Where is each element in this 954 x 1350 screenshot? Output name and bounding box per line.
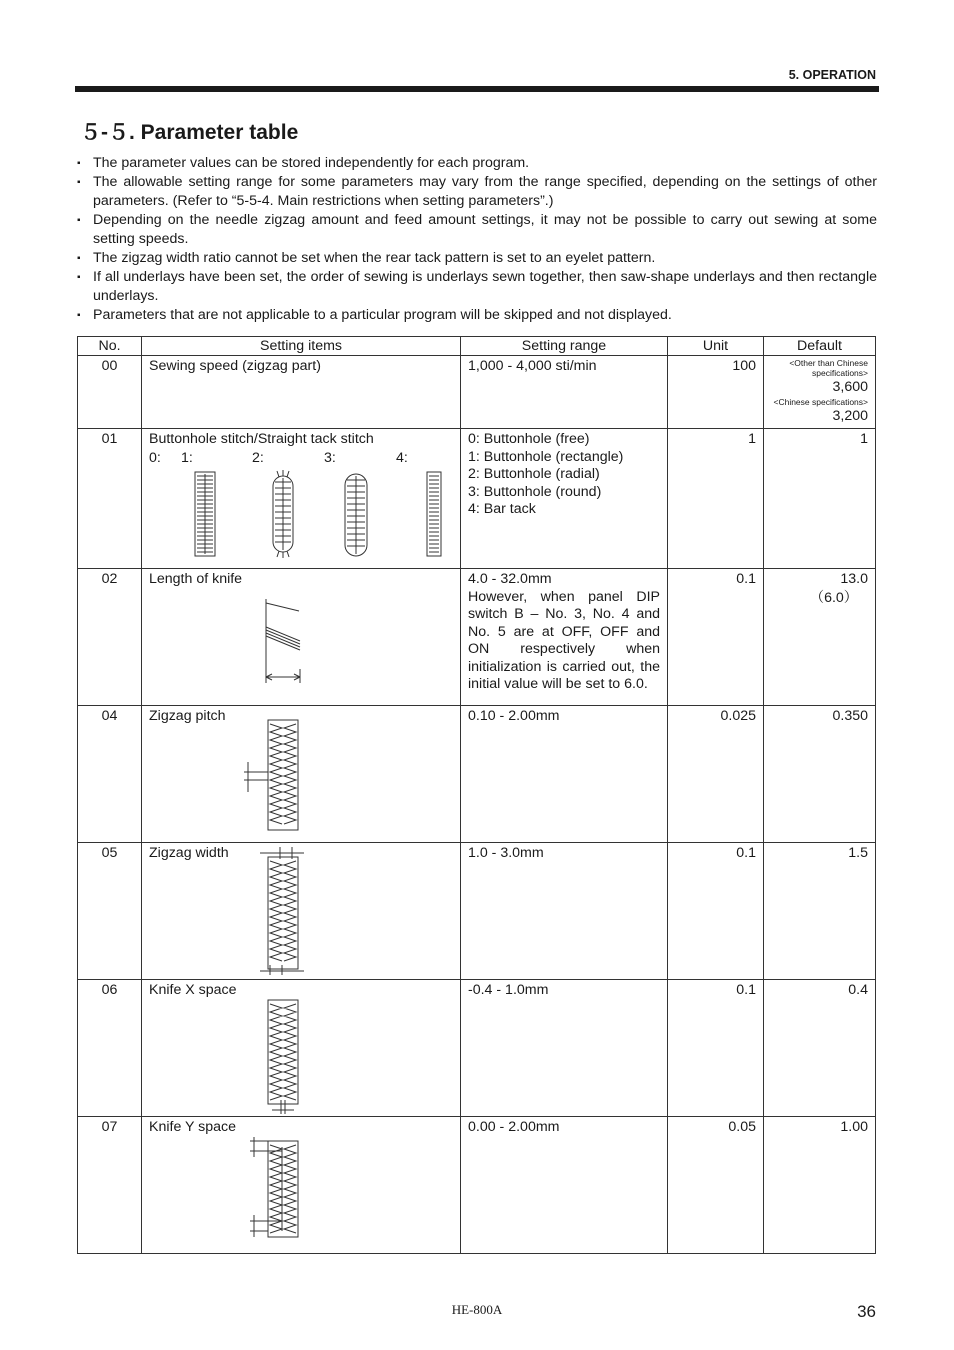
notes-list [77,154,877,325]
spec-note: <Chinese specifications> [773,397,868,407]
type-label: 4: [396,450,408,466]
spec-note: <Other than Chinese specifications> [789,358,868,378]
row-range: -0.4 - 1.0mm [461,980,668,1117]
row-default: 0.350 [764,706,876,843]
type-labels [149,450,453,468]
row-default: 1.00 [764,1117,876,1254]
table-row [78,429,876,569]
row-default: 0.4 [764,980,876,1117]
table-row [78,843,876,980]
row-no: 00 [78,356,142,429]
row-default: 1 [764,429,876,569]
row-default: 1.5 [764,843,876,980]
page-number: 36 [857,1302,876,1321]
type-label: 1: [181,450,193,466]
default-value: 3,600 [832,379,868,395]
knife-length-figure [149,597,449,687]
default-value: 13.0 [840,571,868,587]
header-rule [75,86,879,92]
row-no: 07 [78,1117,142,1254]
range-line: 0: Buttonhole (free) [468,431,590,447]
list-item: ▪ The zigzag width ratio cannot be set when the rear tack pattern is set to an eyelet pattern. [77,249,877,268]
col-header-range: Setting range [461,337,668,356]
row-unit: 0.025 [668,706,764,843]
row-item [142,980,461,1117]
row-no: 01 [78,429,142,569]
item-label: Knife Y space [149,1119,237,1135]
range-line: 1: Buttonhole (rectangle) [468,448,624,465]
row-item [142,569,461,706]
row-default [764,356,876,429]
row-item: Sewing speed (zigzag part) [142,356,461,429]
page-title: ５-５. Parameter table [80,121,299,144]
range-line: 4.0 - 32.0mm [468,571,552,587]
range-line: 3: Buttonhole (round) [468,483,602,500]
item-label: Buttonhole stitch/Straight tack stitch [149,431,374,447]
list-item: ▪ If all underlays have been set, the order of sewing is underlays sewn together, then saw-shape underlays and then rectangle underlays. [77,268,877,306]
list-item: ▪ The allowable setting range for some parameters may vary from the range specified, depending on the settings of other parameters. (Refer to “5-5-4. Main restrictions when setting parameters”.) [77,173,877,211]
parameter-table [77,336,876,1254]
list-item: ▪ Parameters that are not applicable to a particular program will be skipped and not displayed. [77,306,877,325]
row-default [764,569,876,706]
row-item [142,429,461,569]
col-header-unit: Unit [668,337,764,356]
row-unit: 0.1 [668,569,764,706]
zigzag-pitch-figure [242,716,312,834]
row-item [142,706,461,843]
table-row [78,1117,876,1254]
row-unit: 0.05 [668,1117,764,1254]
type-label: 3: [324,450,336,466]
col-header-default: Default [764,337,876,356]
row-range: 1.0 - 3.0mm [461,843,668,980]
type-label: 0: [149,450,161,466]
item-label: Zigzag width [149,845,229,861]
table-row [78,569,876,706]
table-header-row [78,337,876,356]
item-label: Zigzag pitch [149,708,226,724]
row-unit: 0.1 [668,843,764,980]
item-label: Knife X space [149,982,237,998]
footer-model: HE-800A [451,1302,503,1317]
row-item [142,1117,461,1254]
zigzag-width-figure [242,847,322,975]
row-range [461,569,668,706]
table-row [78,356,876,429]
range-line: 2: Buttonhole (radial) [468,466,600,482]
row-no: 06 [78,980,142,1117]
row-range [461,429,668,569]
col-header-item: Setting items [142,337,461,356]
row-range: 0.00 - 2.00mm [461,1117,668,1254]
item-label: Length of knife [149,571,243,587]
knife-x-space-figure [252,996,312,1116]
range-line: 4: Bar tack [468,501,536,517]
list-item: ▪ Depending on the needle zigzag amount and feed amount settings, it may not be possible to carry out sewing at some setting speeds. [77,211,877,249]
row-item [142,843,461,980]
col-header-no: No. [78,337,142,356]
type-label: 2: [252,450,264,466]
default-value: 3,200 [832,408,868,424]
row-no: 04 [78,706,142,843]
knife-y-space-figure [246,1137,316,1241]
range-note: However, when panel DIP switch B – No. 3, No. 4 and No. 5 are at OFF, OFF and ON respectively when initialization is carried out, the initial value will be set to 6.0. [468,588,660,692]
row-unit: 0.1 [668,980,764,1117]
row-range: 0.10 - 2.00mm [461,706,668,843]
default-value-alt: （6.0） [809,590,858,606]
row-no: 05 [78,843,142,980]
table-row [78,706,876,843]
row-unit: 100 [668,356,764,429]
row-unit: 1 [668,429,764,569]
row-no: 02 [78,569,142,706]
buttonhole-types-figure [149,468,449,560]
section-header: 5. OPERATION [788,68,876,82]
list-item: ▪ The parameter values can be stored independently for each program. [77,154,877,173]
row-range: 1,000 - 4,000 sti/min [461,356,668,429]
table-row [78,980,876,1117]
